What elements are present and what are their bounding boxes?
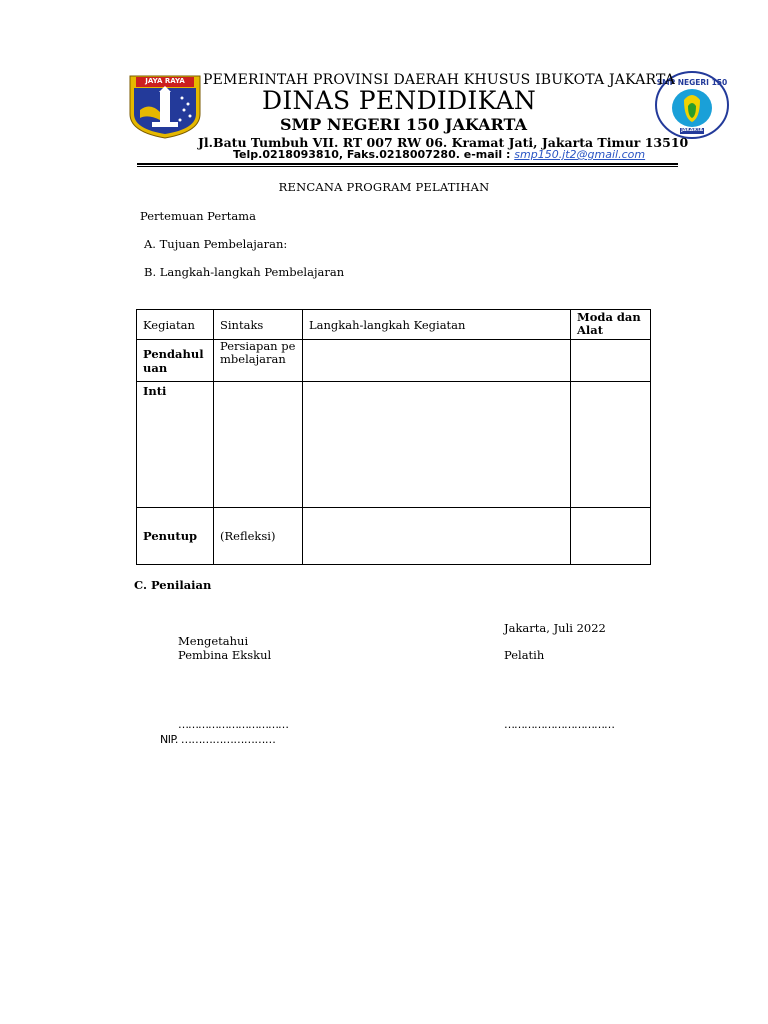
emblem-text: JAYA RAYA xyxy=(145,77,185,85)
contact-phone-fax: Telp.0218093810, Faks.0218007280. e-mail : xyxy=(233,148,515,161)
row-kegiatan: Pendahuluan xyxy=(137,340,214,382)
row-sintaks: Persiapan pembelajaran xyxy=(214,340,303,382)
supervisor-signature-line: …………………………… xyxy=(178,718,288,731)
document-title: RENCANA PROGRAM PELATIHAN xyxy=(278,180,490,194)
section-a-heading: A. Tujuan Pembelajaran: xyxy=(144,237,288,251)
school-name: SMP NEGERI 150 JAKARTA xyxy=(280,115,527,134)
learning-steps-table xyxy=(136,309,651,565)
email-link[interactable]: smp150.jt2@gmail.com xyxy=(514,148,646,161)
row-kegiatan: Penutup xyxy=(137,508,214,565)
acknowledged-label: Mengetahui xyxy=(178,634,249,648)
place-date: Jakarta, Juli 2022 xyxy=(504,621,606,635)
nip-field: NIP. ……………………… xyxy=(160,733,276,746)
school-address: Jl.Batu Tumbuh VII. RT 007 RW 06. Kramat Jati, Jakarta Timur 13510 xyxy=(198,135,689,150)
school-logo-bottom-text: JAKARTA xyxy=(681,128,703,133)
trainer-signature-line: …………………………… xyxy=(504,718,614,731)
row-moda xyxy=(571,382,651,508)
table-row xyxy=(137,508,651,565)
row-kegiatan: Inti xyxy=(137,382,214,508)
row-langkah xyxy=(303,382,571,508)
header-kegiatan: Kegiatan xyxy=(137,310,214,340)
table-row xyxy=(137,382,651,508)
row-langkah xyxy=(303,340,571,382)
row-sintaks: (Refleksi) xyxy=(214,508,303,565)
table-row xyxy=(137,340,651,382)
school-contact xyxy=(233,148,645,161)
school-logo-top-text: SMP NEGERI 150 xyxy=(656,78,728,87)
supervisor-title: Pembina Ekskul xyxy=(178,648,272,662)
government-heading: PEMERINTAH PROVINSI DAERAH KHUSUS IBUKOTA JAKARTA xyxy=(203,72,676,88)
row-moda xyxy=(571,508,651,565)
letterhead-divider xyxy=(137,163,678,165)
header-moda: Moda dan Alat xyxy=(571,310,651,340)
section-b-heading: B. Langkah-langkah Pembelajaran xyxy=(144,265,345,279)
header-langkah: Langkah-langkah Kegiatan xyxy=(303,310,571,340)
table-header-row xyxy=(137,310,651,340)
letterhead-divider-thin xyxy=(137,166,678,167)
trainer-title: Pelatih xyxy=(504,648,545,662)
department-heading: DINAS PENDIDIKAN xyxy=(262,86,537,115)
row-langkah xyxy=(303,508,571,565)
row-sintaks xyxy=(214,382,303,508)
header-sintaks: Sintaks xyxy=(214,310,303,340)
jakarta-emblem-logo xyxy=(126,74,204,140)
section-c-heading: C. Penilaian xyxy=(134,578,212,592)
meeting-label: Pertemuan Pertama xyxy=(140,209,256,223)
row-moda xyxy=(571,340,651,382)
